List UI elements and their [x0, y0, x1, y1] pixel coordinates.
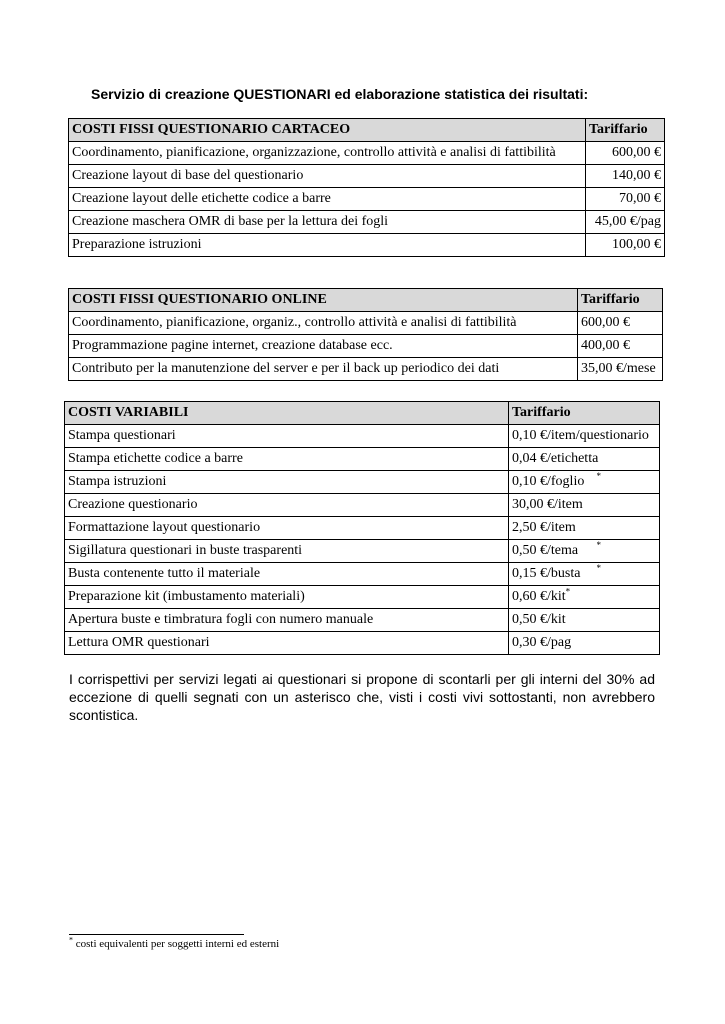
cost-item: Coordinamento, pianificazione, organizzazione, controllo attività e analisi di fattibilità: [69, 142, 586, 165]
cost-price: 0,30 €/pag: [509, 632, 660, 655]
table-row: [69, 358, 663, 381]
cost-price: 100,00 €: [586, 234, 665, 257]
cost-item: Creazione layout di base del questionario: [69, 165, 586, 188]
asterisk-mark: *: [565, 586, 571, 597]
cost-price-cell: [509, 540, 660, 563]
table-header-row: [65, 402, 660, 425]
table-row: [69, 188, 665, 211]
asterisk-mark: *: [596, 471, 601, 481]
cost-price: 0,10 €/foglio: [512, 474, 585, 489]
table-row: [69, 234, 665, 257]
cost-price: 0,04 €/etichetta: [509, 448, 660, 471]
cost-price: 0,10 €/item/questionario: [509, 425, 660, 448]
table-row: [65, 540, 660, 563]
cost-price: 400,00 €: [578, 335, 663, 358]
cost-price: 35,00 €/mese: [578, 358, 663, 381]
cost-item: Preparazione kit (imbustamento materiali): [65, 586, 509, 609]
header-cell: COSTI FISSI QUESTIONARIO ONLINE: [69, 289, 578, 312]
table-row: [65, 425, 660, 448]
table-row: [65, 448, 660, 471]
table-row: [69, 211, 665, 234]
cost-item: Sigillatura questionari in buste trasparenti: [65, 540, 509, 563]
cost-item: Apertura buste e timbratura fogli con numero manuale: [65, 609, 509, 632]
cost-price: 600,00 €: [578, 312, 663, 335]
variable-costs-table: [64, 401, 660, 655]
fixed-costs-paper-table: [68, 118, 665, 257]
cost-item: Busta contenente tutto il materiale: [65, 563, 509, 586]
table-row: [65, 471, 660, 494]
cost-price: 140,00 €: [586, 165, 665, 188]
table-row: [65, 563, 660, 586]
cost-price: 600,00 €: [586, 142, 665, 165]
cost-item: Preparazione istruzioni: [69, 234, 586, 257]
cost-item: Programmazione pagine internet, creazione database ecc.: [69, 335, 578, 358]
footnote: [69, 935, 280, 950]
footnote-divider: [69, 934, 244, 935]
cost-price: 0,15 €/busta: [512, 566, 581, 581]
header-cell: COSTI FISSI QUESTIONARIO CARTACEO: [69, 119, 586, 142]
table-row: [69, 312, 663, 335]
cost-price: 45,00 €/pag: [586, 211, 665, 234]
cost-price: 30,00 €/item: [509, 494, 660, 517]
cost-item: Lettura OMR questionari: [65, 632, 509, 655]
cost-item: Formattazione layout questionario: [65, 517, 509, 540]
cost-price: 70,00 €: [586, 188, 665, 211]
page-heading: Servizio di creazione QUESTIONARI ed elaborazione statistica dei risultati:: [91, 86, 589, 102]
table-header-row: [69, 289, 663, 312]
cost-price: 0,50 €/tema: [512, 543, 579, 558]
footnote-mark: *: [69, 935, 73, 945]
cost-item: Stampa istruzioni: [65, 471, 509, 494]
table-row: [69, 335, 663, 358]
table-row: [69, 165, 665, 188]
table-row: [69, 142, 665, 165]
asterisk-mark: *: [596, 540, 601, 550]
cost-price-cell: [509, 471, 660, 494]
cost-item: Creazione maschera OMR di base per la lettura dei fogli: [69, 211, 586, 234]
cost-item: Stampa etichette codice a barre: [65, 448, 509, 471]
table-header-row: [69, 119, 665, 142]
table-row: [65, 494, 660, 517]
cost-item: Creazione questionario: [65, 494, 509, 517]
header-cell: Tariffario: [509, 402, 660, 425]
table-row: [65, 632, 660, 655]
cost-item: Creazione layout delle etichette codice a barre: [69, 188, 586, 211]
fixed-costs-online-table: [68, 288, 663, 381]
cost-price-cell: [509, 563, 660, 586]
cost-item: Contributo per la manutenzione del server e per il back up periodico dei dati: [69, 358, 578, 381]
asterisk-mark: *: [596, 563, 601, 573]
header-cell: COSTI VARIABILI: [65, 402, 509, 425]
table-row: [65, 586, 660, 609]
cost-price-cell: [509, 586, 660, 609]
cost-item: Stampa questionari: [65, 425, 509, 448]
header-cell: Tariffario: [586, 119, 665, 142]
cost-price: 0,60 €/kit: [512, 589, 566, 604]
table-row: [65, 517, 660, 540]
cost-item: Coordinamento, pianificazione, organiz., controllo attività e analisi di fattibilità: [69, 312, 578, 335]
cost-price: 0,50 €/kit: [509, 609, 660, 632]
header-cell: Tariffario: [578, 289, 663, 312]
discount-note: I corrispettivi per servizi legati ai questionari si propone di scontarli per gli interni del 30% ad eccezione di quelli segnati con un asterisco che, visti i costi vivi sottostanti, non avrebbero scontistica.: [69, 671, 655, 723]
cost-price: 2,50 €/item: [509, 517, 660, 540]
footnote-text: costi equivalenti per soggetti interni ed esterni: [75, 938, 280, 950]
table-row: [65, 609, 660, 632]
